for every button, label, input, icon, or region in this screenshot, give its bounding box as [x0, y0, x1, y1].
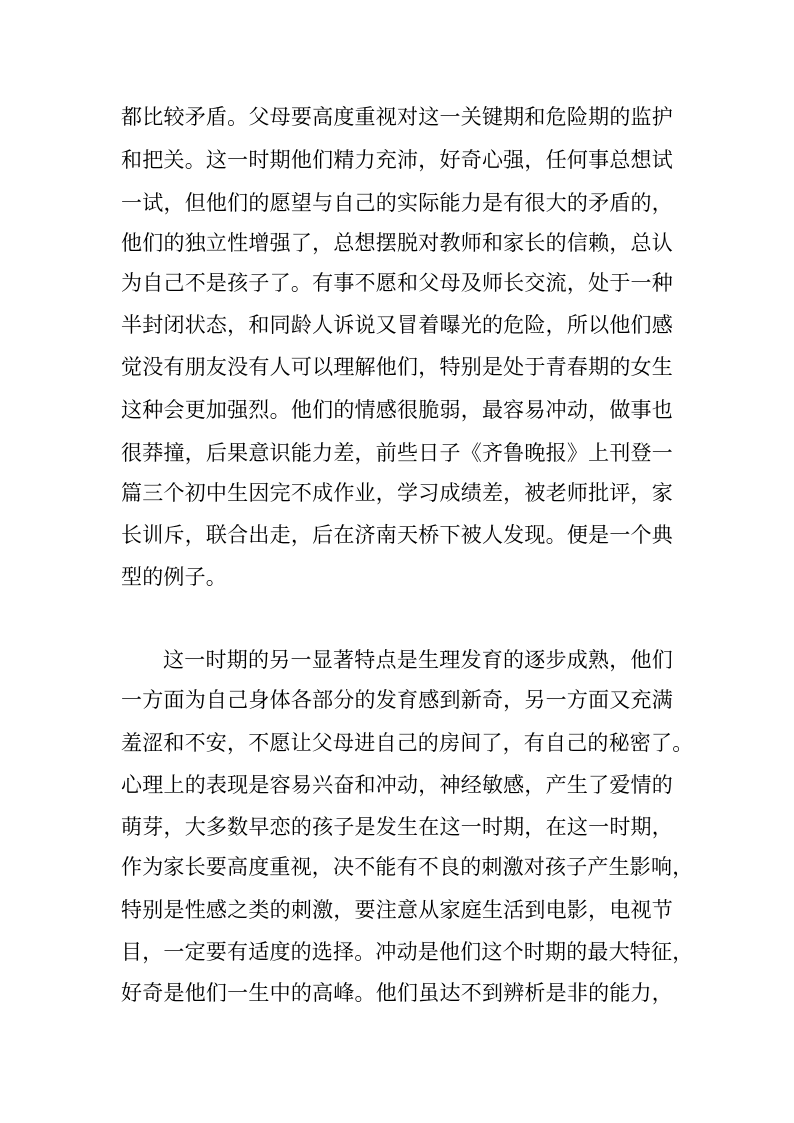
text-line: 长训斥，联合出走，后在济南天桥下被人发现。便是一个典 — [121, 523, 673, 547]
text-line: 一试，但他们的愿望与自己的实际能力是有很大的矛盾的， — [121, 191, 673, 215]
text-line: 很莽撞，后果意识能力差，前些日子《齐鲁晚报》上刊登一 — [121, 441, 673, 465]
text-line: 为自己不是孩子了。有事不愿和父母及师长交流，处于一种 — [121, 271, 673, 295]
text-line: 篇三个初中生因完不成作业，学习成绩差，被老师批评，家 — [121, 481, 673, 505]
text-line: 特别是性感之类的刺激，要注意从家庭生活到电影，电视节 — [121, 898, 673, 922]
text-line: 好奇是他们一生中的高峰。他们虽达不到辨析是非的能力， — [121, 981, 673, 1005]
text-line: 半封闭状态，和同龄人诉说又冒着曝光的危险，所以他们感 — [121, 313, 673, 337]
text-line: 心理上的表现是容易兴奋和冲动，神经敏感，产生了爱情的 — [121, 773, 673, 797]
text-line: 型的例子。 — [121, 565, 227, 589]
text-line: 一方面为自己身体各部分的发育感到新奇，另一方面又充满 — [121, 688, 673, 712]
text-line: 都比较矛盾。父母要高度重视对这一关键期和危险期的监护 — [121, 105, 673, 129]
text-line: 萌芽，大多数早恋的孩子是发生在这一时期，在这一时期， — [121, 815, 673, 839]
text-line: 觉没有朋友没有人可以理解他们，特别是处于青春期的女生 — [121, 355, 673, 379]
text-line: 这种会更加强烈。他们的情感很脆弱，最容易冲动，做事也 — [121, 398, 673, 422]
text-line: 他们的独立性增强了，总想摆脱对教师和家长的信赖，总认 — [121, 231, 673, 255]
text-line: 目，一定要有适度的选择。冲动是他们这个时期的最大特征， — [121, 940, 694, 964]
text-line: 羞涩和不安，不愿让父母进自己的房间了，有自己的秘密了。 — [121, 731, 694, 755]
text-line: 这一时期的另一显著特点是生理发育的逐步成熟，他们 — [163, 648, 673, 672]
text-line: 和把关。这一时期他们精力充沛，好奇心强，任何事总想试 — [121, 148, 673, 172]
text-line: 作为家长要高度重视，决不能有不良的刺激对孩子产生影响， — [121, 855, 694, 879]
